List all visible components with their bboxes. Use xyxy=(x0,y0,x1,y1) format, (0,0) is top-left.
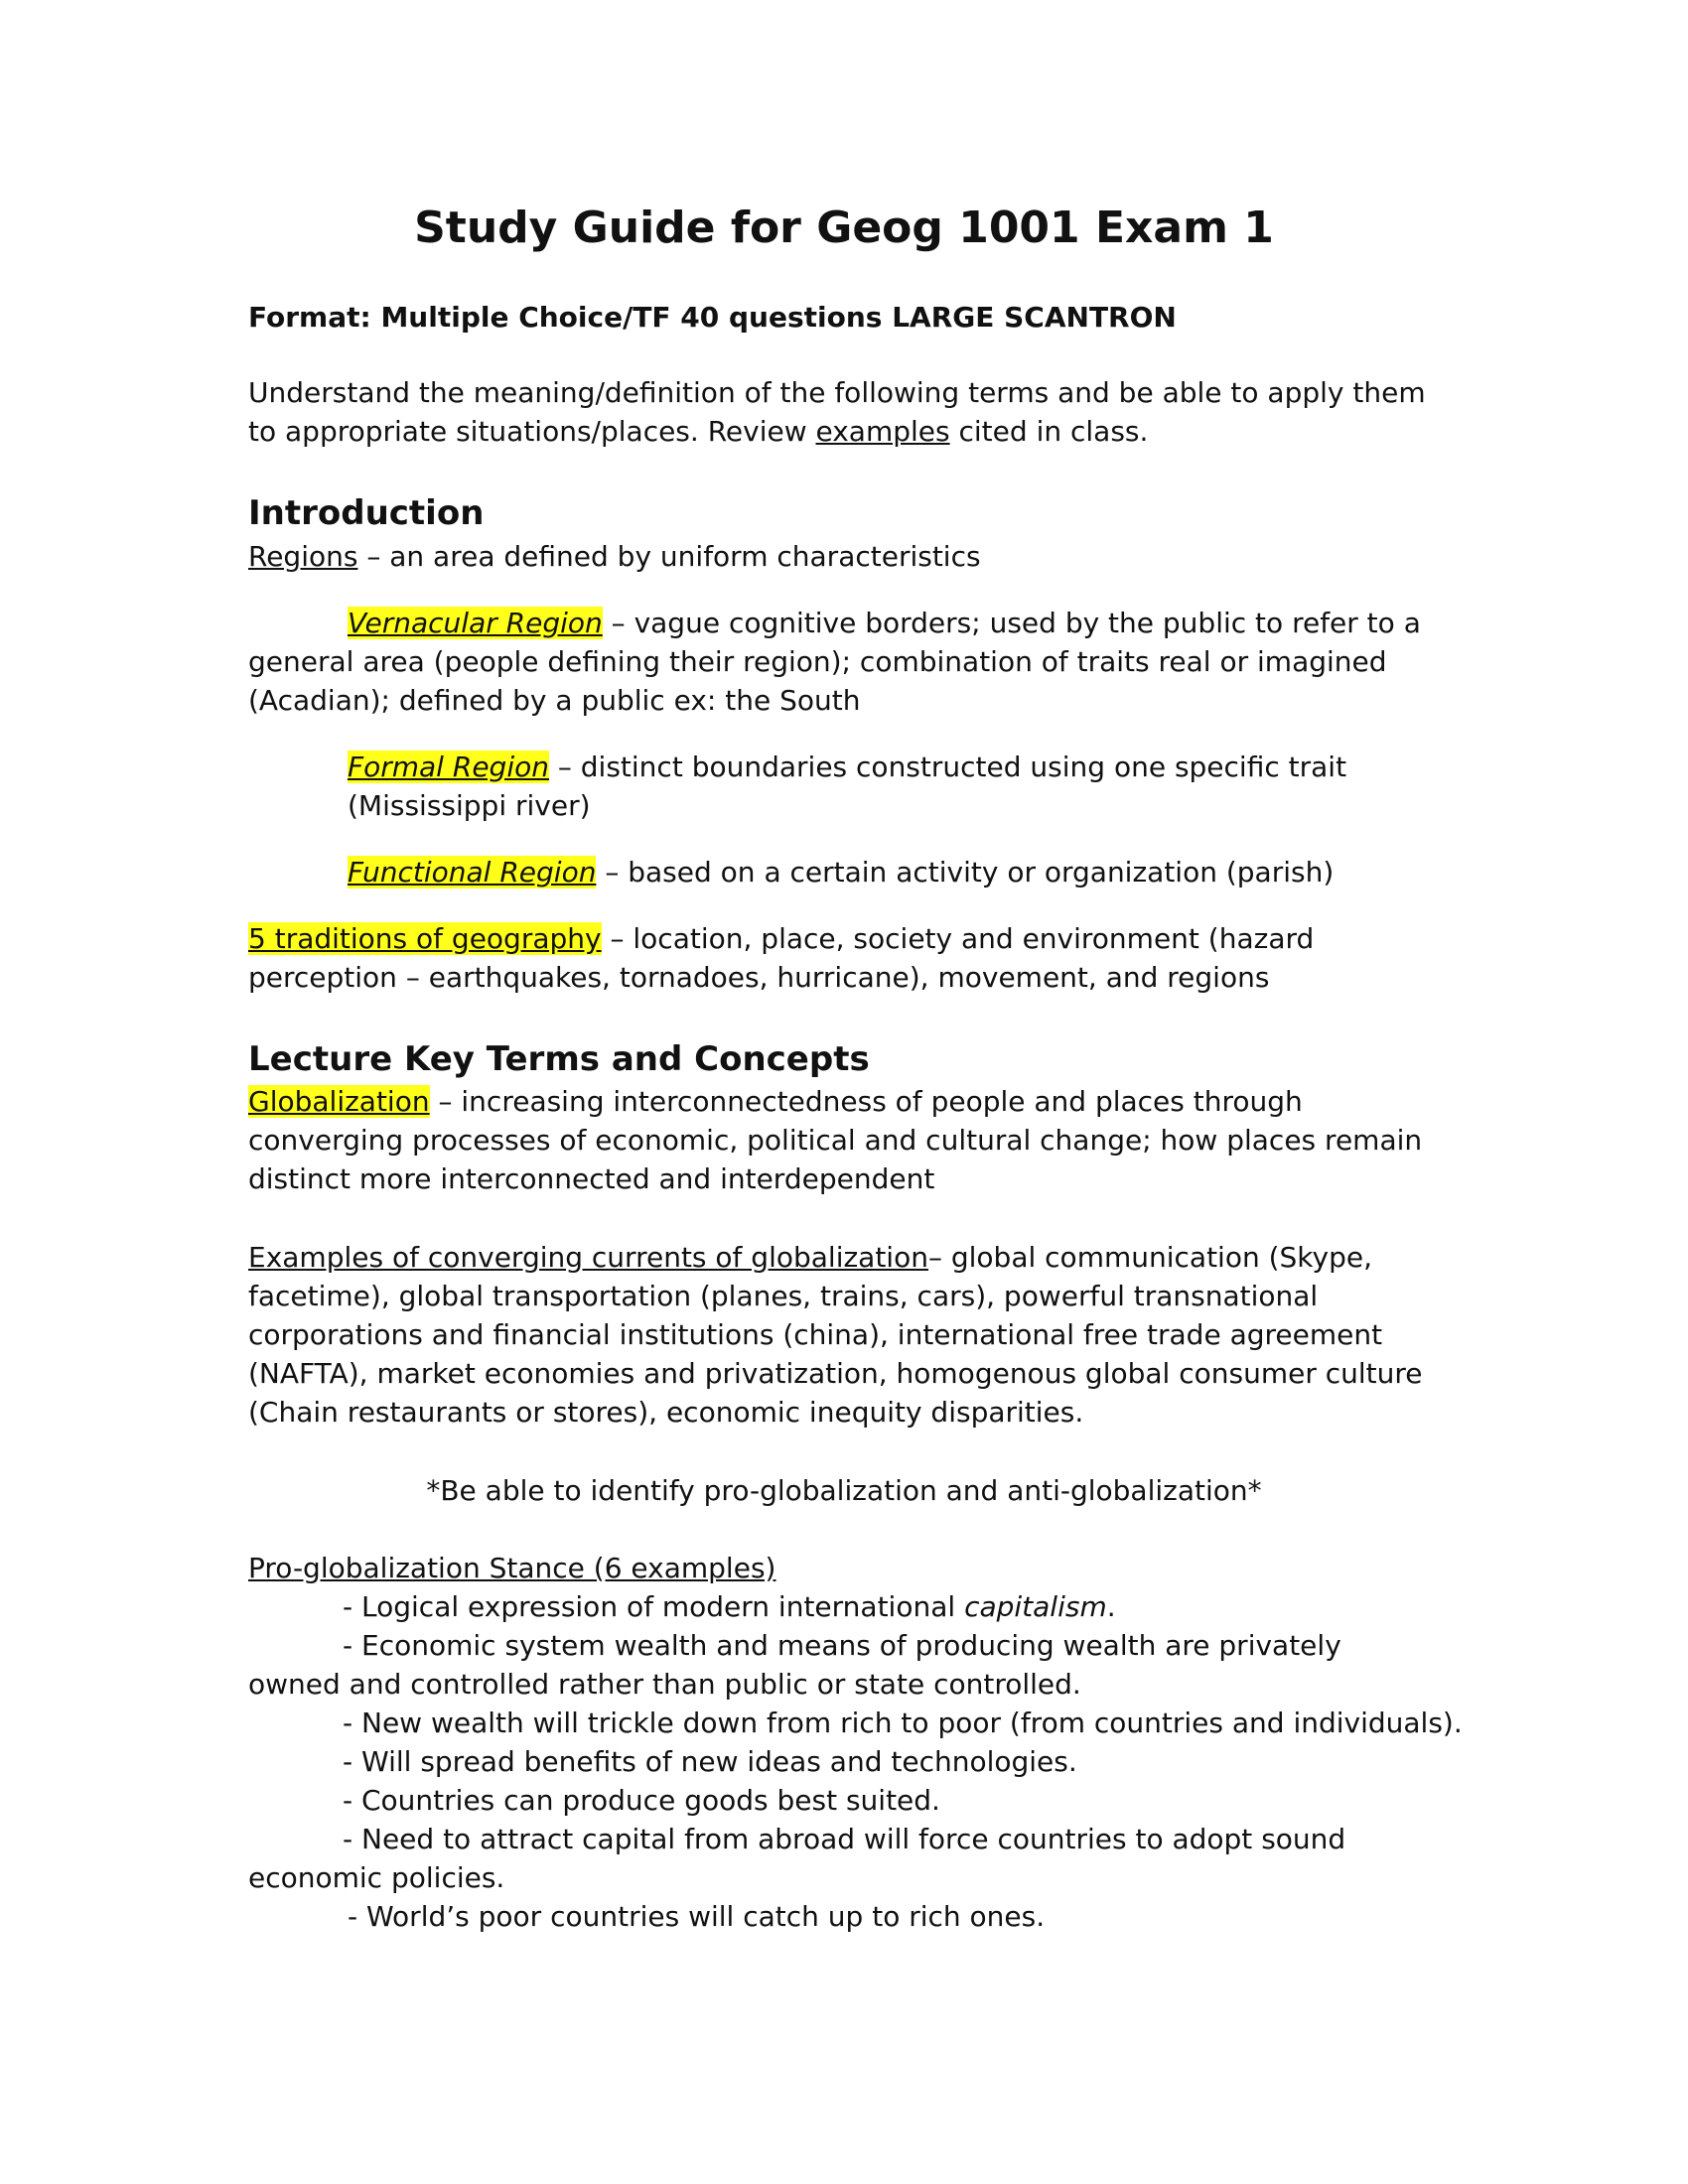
globalization-term: Globalization xyxy=(248,1085,430,1118)
functional-region-term: Functional Region xyxy=(348,856,597,888)
instructions-text-before: Understand the meaning/definition of the following terms and be able to apply them to appropriate situations/places. Review xyxy=(248,376,1426,448)
introduction-heading: Introduction xyxy=(248,493,485,533)
regions-entry xyxy=(248,537,1440,576)
globalization-entry xyxy=(248,1082,1440,1198)
page-title: Study Guide for Geog 1001 Exam 1 xyxy=(414,203,1274,253)
pro-item: - Economic system wealth and means of producing wealth are privately owned and controlled rather than public or state controlled. xyxy=(248,1629,1341,1701)
functional-region-definition: – based on a certain activity or organization (parish) xyxy=(596,856,1335,888)
globalization-examples-term: Examples of converging currents of globalization xyxy=(248,1241,928,1274)
vernacular-region-entry xyxy=(248,604,1440,720)
formal-region-entry xyxy=(348,748,1440,825)
traditions-term: 5 traditions of geography xyxy=(248,922,602,955)
pro-item: - Will spread benefits of new ideas and technologies. xyxy=(343,1745,1077,1778)
regions-term: Regions xyxy=(248,540,358,573)
globalization-definition: – increasing interconnectedness of people and places through converging processes of economic, political and cultural change; how places remain distinct more interconnected and interdependent xyxy=(248,1085,1423,1195)
pro-item: - World’s poor countries will catch up to rich ones. xyxy=(348,1900,1046,1933)
lecture-heading: Lecture Key Terms and Concepts xyxy=(248,1039,870,1079)
pro-item: - Need to attract capital from abroad will force countries to adopt sound economic policies. xyxy=(248,1823,1346,1894)
capitalism-word: capitalism xyxy=(964,1590,1107,1623)
identify-note: *Be able to identify pro-globalization and anti-globalization* xyxy=(426,1474,1262,1507)
formal-region-term: Formal Region xyxy=(348,751,549,783)
format-line: Format: Multiple Choice/TF 40 questions LARGE SCANTRON xyxy=(248,301,1177,334)
pro-item: - New wealth will trickle down from rich to poor (from countries and individuals). xyxy=(343,1706,1463,1739)
vernacular-region-definition: – vague cognitive borders; used by the public to refer to a general area (people defining their region); combination of traits real or imagined (Acadian); defined by a public ex: the South xyxy=(248,607,1421,717)
functional-region-entry xyxy=(348,853,1440,891)
examples-word: examples xyxy=(815,415,950,448)
pro-globalization-heading: Pro-globalization Stance (6 examples) xyxy=(248,1552,776,1584)
formal-region-definition: – distinct boundaries constructed using one specific trait (Mississippi river) xyxy=(348,751,1347,822)
vernacular-region-term: Vernacular Region xyxy=(348,607,603,639)
pro-item: - Countries can produce goods best suited. xyxy=(343,1784,940,1817)
pro-item: - Logical expression of modern international capitalism. xyxy=(343,1590,1116,1623)
traditions-definition: – location, place, society and environment (hazard perception – earthquakes, tornadoes, hurricane), movement, and regions xyxy=(248,922,1315,994)
traditions-entry xyxy=(248,919,1440,997)
instructions-paragraph xyxy=(248,373,1440,451)
globalization-examples-definition: – global communication (Skype, facetime), global transportation (planes, trains, cars), powerful transnational corporations and financial institutions (china), international free trade agreement (NAFTA), market economies and privatization, homogenous global consumer culture (Chain restaurants or stores), economic inequity disparities. xyxy=(248,1241,1423,1429)
instructions-text-after: cited in class. xyxy=(949,415,1149,448)
regions-definition: – an area defined by uniform characteristics xyxy=(357,540,981,573)
globalization-examples-entry xyxy=(248,1238,1440,1432)
